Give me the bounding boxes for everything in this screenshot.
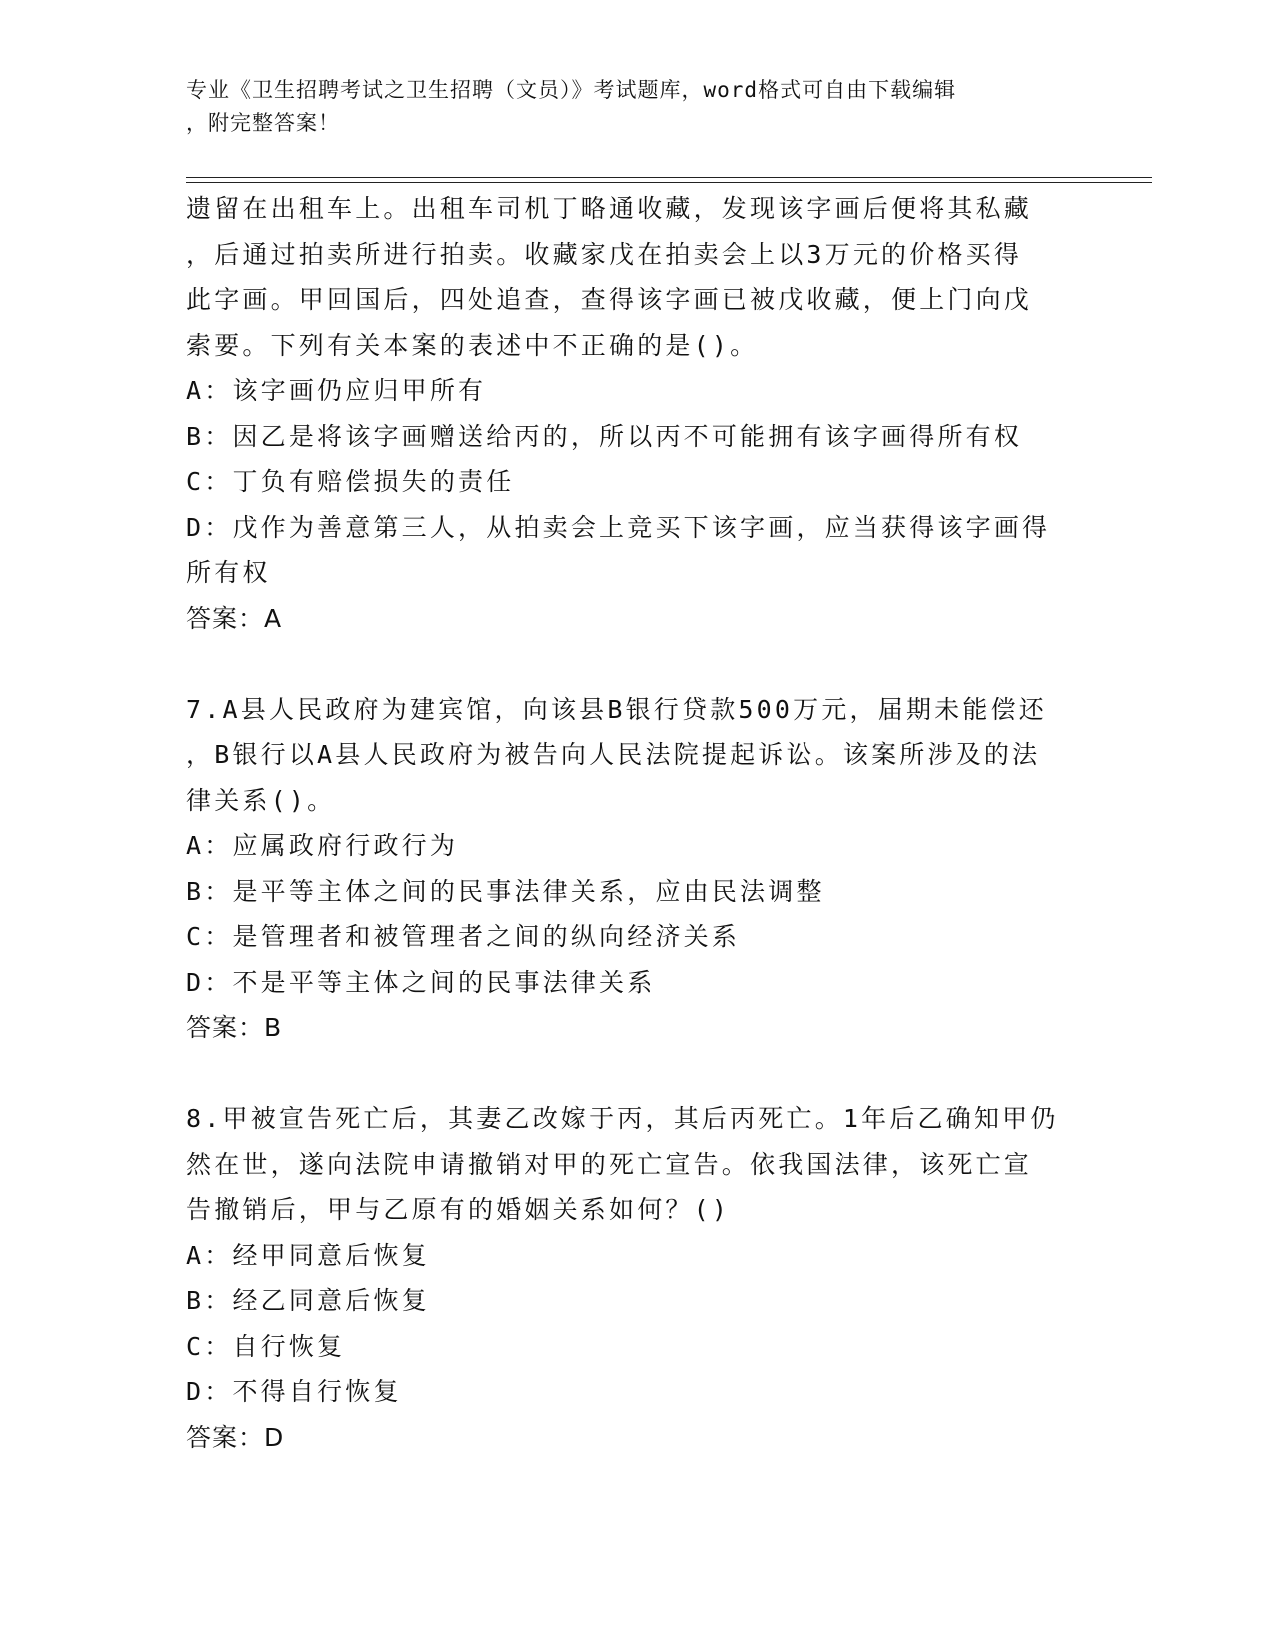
- option-a: A：该字画仍应归甲所有: [186, 376, 487, 405]
- answer-label: 答案：D: [186, 1422, 285, 1452]
- option-d-continued: 所有权: [186, 558, 271, 587]
- option-b: B：因乙是将该字画赠送给丙的，所以丙不可能拥有该字画得所有权: [186, 421, 1023, 451]
- header-line-1: 专业《卫生招聘考试之卫生招聘（文员）》考试题库，word格式可自由下载编辑: [186, 78, 957, 102]
- question-spacer: [186, 641, 1146, 687]
- question-stem-line: 律关系()。: [186, 785, 336, 815]
- option-d: D：戊作为善意第三人，从拍卖会上竞买下该字画，应当获得该字画得: [186, 512, 1051, 542]
- answer-label: 答案：A: [186, 603, 283, 633]
- question-spacer: [186, 1051, 1146, 1097]
- question-stem-line: 遗留在出租车上。出租车司机丁略通收藏，发现该字画后便将其私藏: [186, 194, 1033, 223]
- question-stem-line: ，后通过拍卖所进行拍卖。收藏家戊在拍卖会上以3万元的价格买得: [186, 239, 1023, 269]
- question-stem-line: 索要。下列有关本案的表述中不正确的是()。: [186, 330, 759, 360]
- option-d: D：不是平等主体之间的民事法律关系: [186, 967, 656, 997]
- header-rule-bottom: [186, 182, 1152, 183]
- option-b: B：是平等主体之间的民事法律关系，应由民法调整: [186, 876, 825, 906]
- question-stem-line: 此字画。甲回国后，四处追查，查得该字画已被戊收藏，便上门向戊: [186, 285, 1033, 314]
- option-c: C：自行恢复: [186, 1331, 346, 1361]
- question-7: [186, 687, 1146, 1051]
- header-rule-top: [186, 177, 1152, 178]
- question-8: [186, 1096, 1146, 1460]
- question-6: [186, 186, 1146, 641]
- question-stem-line: 然在世，遂向法院申请撤销对甲的死亡宣告。依我国法律，该死亡宣: [186, 1149, 1033, 1179]
- question-stem-line: 8.甲被宣告死亡后，其妻乙改嫁于丙，其后丙死亡。1年后乙确知甲仍: [186, 1104, 1059, 1133]
- question-stem-line: ，B银行以A县人民政府为被告向人民法院提起诉讼。该案所涉及的法: [186, 740, 1041, 769]
- option-d: D：不得自行恢复: [186, 1377, 402, 1406]
- answer-label: 答案：B: [186, 1013, 283, 1042]
- page-header: [186, 74, 1086, 140]
- header-line-2: ，附完整答案！: [186, 111, 340, 135]
- option-a: A：经甲同意后恢复: [186, 1240, 430, 1270]
- question-stem-line: 告撤销后，甲与乙原有的婚姻关系如何？(): [186, 1195, 731, 1224]
- option-c: C：丁负有赔偿损失的责任: [186, 467, 515, 496]
- option-a: A：应属政府行政行为: [186, 831, 459, 860]
- question-stem-line: 7.A县人民政府为建宾馆，向该县B银行贷款500万元，届期未能偿还: [186, 694, 1047, 724]
- question-list: [186, 186, 1146, 1460]
- option-b: B：经乙同意后恢复: [186, 1286, 430, 1315]
- option-c: C：是管理者和被管理者之间的纵向经济关系: [186, 922, 741, 951]
